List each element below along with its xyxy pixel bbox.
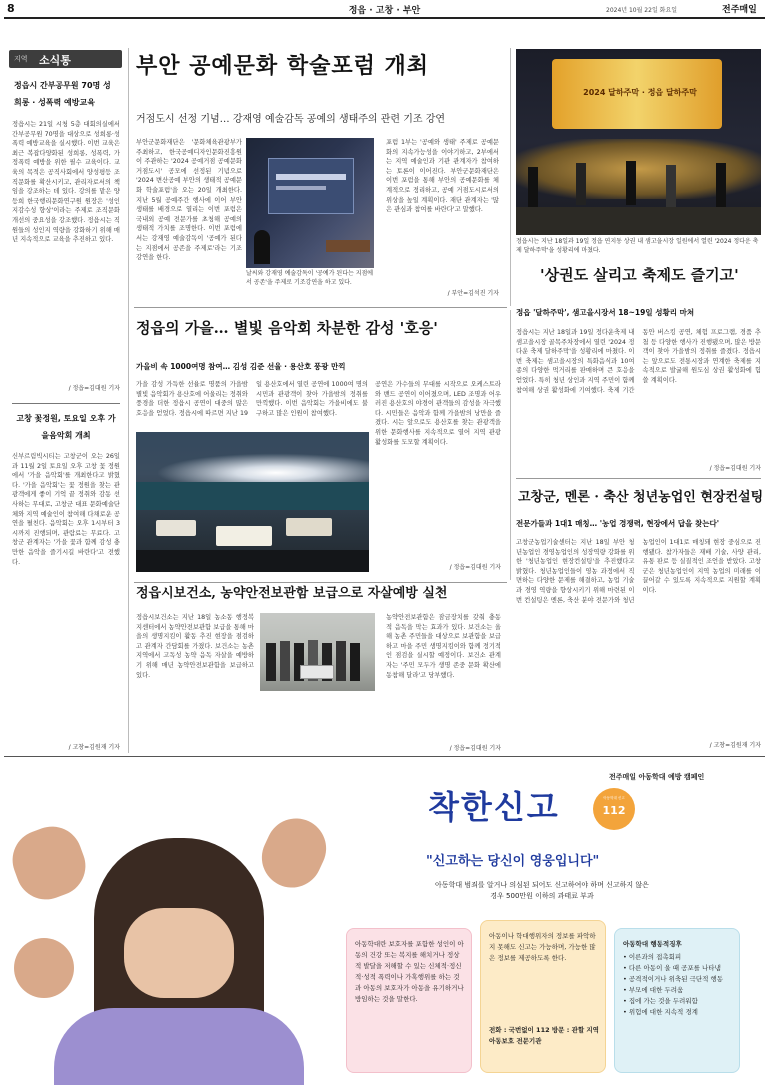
ad-box3-item: • 이른과의 접촉회피 (623, 953, 682, 961)
youth-body: 고창군농업기술센터는 지난 18일 부안 청년농업인 경영농업인의 성장역량 강화를 위한 '청년농업인 현장컨설팅'을 추진했다고 밝혔다. 청년농업인들이 영농 과정에서 직면하는 다양한 문제를 해결하고, 농업 기술과 경영 역량을 향상시키기 위해 마련된 이번 컨설팅은 멘론, 축산 분야 전문가와 청년농업인이 1대1로 매칭돼 현장 중심으로 진행됐다. 참가자들은 재배 기술, 사양 관리, 유통 판로 등 실질적인 조언을 받았다. 고창군은 청년농업인이 지역 농업의 미래를 이끌어갈 수 있도록 지속적으로 지원할 계획이다. (516, 539, 761, 604)
sidebar-title: 소식통 (39, 54, 71, 67)
issue-date: 2024년 10월 22일 화요일 (606, 7, 678, 14)
ad-badge (593, 788, 635, 830)
youth-subhead: 전문가들과 1대1 매칭… '농업 경쟁력, 현장에서 답을 찾는다' (516, 519, 720, 528)
sidebar-divider (12, 403, 120, 404)
festival-subhead: 정읍 '달하주막', 샘고을시장서 18~19일 성황리 마쳐 (516, 308, 695, 317)
ad-top-rule (4, 756, 765, 757)
sidebar-item1-headline: 정읍시 간부공무원 70명 성희롱 · 성폭력 예방교육 (14, 81, 111, 107)
festival-body: 정읍시는 지난 18일과 19일 정다운축제 내 샘고을시장 골목주차장에서 열린 '2024 정다운 축제 달하주막'을 성황리에 마쳤다. 이번 축제는 샘고을시장의 특화음식과 10여 종의 다양한 먹거리를 판매하며 큰 호응을 얻었다. 특히 청년 상인과 지역 주민이 함께 참여해 상권 활성화에 기여했다. 축제 기간 동안 버스킹 공연, 체험 프로그램, 경품 추첨 등 다양한 행사가 진행됐으며, 많은 방문객이 찾아 가을밤의 정취를 즐겼다. 정읍시는 앞으로도 전통시장과 연계한 축제를 지속적으로 발굴해 원도심 상권 활성화에 힘쓸 계획이다. (516, 329, 761, 394)
article1-byline: / 부안=김석진 기자 (447, 290, 499, 297)
sidebar-item1-body: 정읍시는 21일 시청 5층 대회의실에서 간부공무원 70명을 대상으로 성희롱·성폭력 예방교육을 실시했다. 이번 교육은 최근 복잡다양화된 성희롱, 성폭력, 가정폭력 예방을 위한 필수 교육이다. 교육의 목적은 공직사회에서 양성평등 조직문화를 확산시키고, 관리자로서의 책임을 강조하는 데 있다. 강의를 맡은 양등희 한국행리문화연구원 원장은 '성인지감수성 향상'이라는 주제로 조직문화 개선의 중요성을 강조했다. 정읍시는 직원들의 성인지 역량을 강화하기 위해 매년 지속적으로 교육을 추진하고 있다. (12, 121, 120, 244)
ad-badge-number: 112 (602, 804, 626, 817)
page-number: 8 (7, 2, 15, 15)
sidebar-item2-body: 신부르림빅시티는 고창군이 오는 26일과 11월 2일 토요일 오후 고창 꽃 정원에서 '가을 음악회'를 개최한다고 밝혔다. '가을 음악회'는 꽃 정원을 찾는 관광객에게 좋이 기억 끝 정취와 감동 선사하는 무대로, 고창군 대표 문화예술단체와 지역 예술인이 참여해 다채로운 공연을 펼친다. 음악회는 오후 1시부터 3시까지 진행되며, 관람료는 무료다. 고창군 관계자는 '가을 꽃과 함께 감성 충만한 음악을 즐기시길 바란다'고 전했다. (12, 453, 120, 566)
ad-top-label: 전주매일 아동학대 예방 캠페인 (609, 773, 705, 781)
nongyak-photo (260, 613, 375, 691)
article1-photo (246, 138, 374, 268)
sidebar-title-bar (9, 50, 122, 68)
ad-box3-title: 아동학대 행동적징후 (623, 940, 682, 948)
ad-box2-text: 아동이나 학대행위자의 정보를 파악하지 못해도 신고는 가능하며, 가능한 많은 정보를 제공하도록 한다. (489, 932, 596, 962)
sidebar-vrule (128, 48, 129, 753)
ad-box-signs (614, 928, 740, 1073)
header-rule (4, 17, 765, 19)
concert-top-rule (134, 307, 507, 308)
sidebar-item2-headline: 고창 꽃정원, 토요일 오후 가을음악회 개최 (16, 414, 116, 440)
article1-subhead: 거점도시 선정 기념… 강재영 예술감독 공예의 생태주의 관련 기조 강연 (136, 114, 446, 125)
concert-byline: / 정읍=김대원 기자 (449, 564, 501, 571)
ad-box1-text: 아동학대란 보호자를 포함한 성인이 아동의 건강 또는 복지를 해치거나 정상적 발달을 저해할 수 있는 신체적·정신적·성적 폭력이나 가혹행위를 하는 것과 아동의 보호자가 아동을 유기하거나 방임하는 것을 말한다. (355, 940, 464, 1003)
nongyak-headline: 정읍시보건소, 농약안전보관함 보급으로 자살예방 실천 (136, 586, 448, 601)
concert-body-col1: 가을 감성 가득한 선율로 명품의 가을밤 별빛 음악회가 용산호에 어울리는 정취와 풍경을 더한 정읍시 공연이 대중의 많은 호응을 얻었다. 정읍시에 따르면 지난 19일 용산호에서 열린 공연에 1000여 명의 시민과 관광객이 찾아 가을밤의 정취를 만끽했다. 이번 음악회는 가을비에도 불구하고 많은 인원이 참여했다. (136, 381, 368, 417)
ad-box3-item: • 공격적이거나 위축된 극단적 행동 (623, 975, 724, 983)
sidebar-item1-byline: / 정읍=김대원 기자 (68, 385, 120, 392)
festival-headline: '상권도 살리고 축제도 즐기고' (540, 266, 739, 284)
sidebar-region-label: 지역 (14, 55, 28, 63)
nongyak-body-col1: 정읍시보건소는 지난 18일 농소동 행정복지센터에서 농약안전보관함 보급을 통해 마을의 생명지킴이 활동 추진 현장을 점검하고 관계자 간담회를 가졌다. 보건소는 농촌 지역에서 고독성 농약 음독 자살을 예방하기 위해 매년 농약안전보관함을 보급하고 있다. (136, 614, 254, 679)
ad-box3-list (623, 952, 735, 1018)
concert-body-col2: 공연은 가수들의 무대를 시작으로 오케스트라와 밴드 공연이 이어졌으며, LED 조명과 어우러진 용산호의 야경이 관객들의 감성을 자극했다. 시민들은 음악과 함께 가을밤의 낭만을 즐겼다. 시는 앞으로도 용산호를 찾는 관광객을 위한 문화행사를 지속적으로 열어 지역 관광 활성화를 도모할 계획이다. (375, 381, 501, 446)
ad-slogan: "신고하는 당신이 영웅입니다" (426, 854, 600, 869)
youth-headline: 고창군, 멘론 · 축산 청년농업인 현장컨설팅 (518, 490, 764, 505)
ad-box-definition (346, 928, 472, 1073)
ad-box2-contact: 전화 : 국번없이 112 방문 : 관할 지역아동보호 전문기관 (489, 1026, 599, 1045)
concert-photo (136, 432, 369, 572)
ad-box3-item: • 부모에 대한 두려움 (623, 986, 684, 994)
section-title: 정읍 · 고창 · 부안 (348, 6, 421, 16)
article1-vrule (510, 48, 511, 306)
concert-headline: 정읍의 가을… 별빛 음악회 차분한 감성 '호응' (136, 319, 438, 337)
ad-badge-caption: 아동학대 신고 (603, 796, 625, 800)
ad-panel (4, 758, 765, 1085)
woman-photo (14, 818, 324, 1085)
youth-top-rule (516, 478, 761, 479)
article1-body-col2: 포럼 1부는 '공예와 생태' 주제로 공예문화의 지속가능성을 이야기하고, 2부에서는 지역 예술인과 기관 관계자가 참여하는 토론이 이어진다. 부안군문화재단은 이번 포럼을 통해 부안의 공예문화를 체계적으로 정리하고, 공예 거점도시로서의 위상을 높일 계획이다. 재단 관계자는 '많은 관심과 참여를 바란다'고 말했다. (386, 139, 499, 214)
paper-name: 전주매일 (722, 5, 757, 15)
ad-brand: 착한신고 (428, 788, 560, 826)
article1-photo-caption: 날씨와 강재영 예술감독이 '공예가 된다는 지점에서 공존'을 주제로 기조강연을 하고 있다. (246, 270, 374, 286)
ad-box-report (480, 920, 606, 1073)
nongyak-body-col2: 농약안전보관함은 잠금장치를 갖춰 충동적 음독을 막는 효과가 있다. 보건소는 올해 농촌 주민들을 대상으로 보관함을 보급하고 마을 주민 생명지킴이와 함께 정기적인 점검을 실시할 예정이다. 보건소 관계자는 '주민 모두가 생명 존중 문화 확산에 동참해 달라'고 당부했다. (386, 614, 501, 679)
festival-byline: / 정읍=김대원 기자 (709, 465, 761, 472)
article1-headline: 부안 공예문화 학술포럼 개최 (136, 54, 430, 79)
youth-byline: / 고창=김원재 기자 (709, 742, 761, 749)
article1-body-col1: 부안군문화재단은 '문화체육관광부가 주최하고, 한국공예디자인문화진흥원이 주관하는 '2024 공예거점 공예문화 거점도시' 공모에 선정된 기념으로 '2024 변산공예 부안의 생태적 공예문화 학술포럼'을 오는 20일 개최한다. 지난 5월 공예주간 행사에 이어 부안 생태를 배경으로 열리는 이번 포럼은 국내외 공예 전문가를 초청해 공예의 생태적 가치를 조명한다. 이번 포럼에서는 강재영 예술감독이 '공예가 된다는 지점에서 공존을 주제로'라는 기조 강연을 한다. (136, 139, 242, 262)
festival-banner-text: 2024 달하주막 · 정읍 달하주막 (583, 88, 697, 97)
ad-box3-item: • 집에 가는 것을 두려워함 (623, 997, 698, 1005)
ad-box3-item: • 다른 아동이 울 때 공포를 나타냄 (623, 964, 721, 972)
concert-vrule (510, 310, 511, 580)
festival-photo (516, 49, 761, 235)
nongyak-byline: / 정읍=김대원 기자 (449, 745, 501, 752)
concert-subhead: 가을비 속 1000여명 참여… 김성 김준 선율 · 용산호 풍광 만끽 (136, 362, 346, 371)
ad-description: 아동학대 범죄를 알거나 의심된 되어도 신고하여야 하며 신고하지 않은 경우 500만원 이하의 과태료 부과 (435, 881, 649, 900)
ad-box3-item: • 위험에 대한 지속적 경계 (623, 1008, 698, 1016)
festival-photo-caption: 정읍시는 지난 18일과 19일 정읍 연지동 상권 내 샘고을시장 일원에서 열린 '2024 정다운 축제 달하주막'을 성황리에 마쳤다. (516, 238, 759, 254)
sidebar-item2-byline: / 고창=김원재 기자 (68, 744, 120, 751)
